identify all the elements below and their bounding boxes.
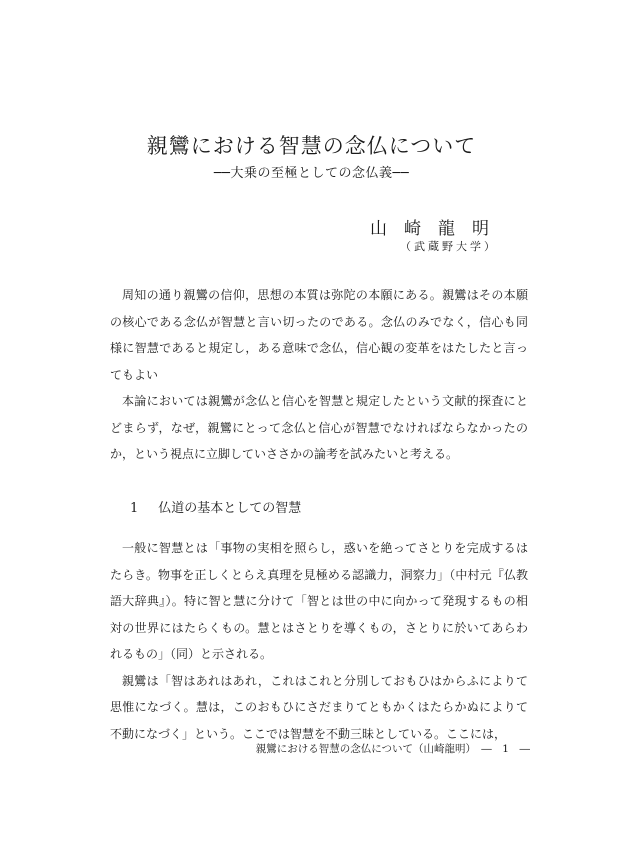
- paper-title: 親鸞における智慧の念仏について: [146, 134, 477, 158]
- section-body: [110, 535, 528, 747]
- abstract-paragraph: 周知の通り親鸞の信仰，思想の本質は弥陀の本願にある。親鸞はその本願の核心である念仏が智慧と言い切ったのである。念仏のみでなく，信心も同様に智慧であると規定し，ある意味で念仏，信心観の変革をはたしたと言ってもよい: [110, 288, 528, 382]
- abstract: [110, 282, 528, 468]
- body-paragraph: 一般に智慧とは「事物の実相を照らし，惑いを絶ってさとりを完成するはたらき。物事を正しくとらえ真理を見極める認識力，洞察力」（中村元『仏教語大辞典』）。特に智と慧に分けて「智とは世の中に向かって発現するもの相対の世界にはたらくもの。慧とはさとりを導くもの，さとりに於いてあらわれるもの」（同）と示される。: [110, 541, 528, 661]
- running-footer: 親鸞における智慧の念仏について（山崎龍明） ― 1 ―: [255, 743, 530, 755]
- author-affiliation: （武蔵野大学）: [400, 240, 498, 253]
- section-title: 仏道の基本としての智慧: [158, 501, 302, 516]
- section-number: 1: [130, 501, 139, 516]
- body-paragraph: 親鸞は「智はあれはあれ，これはこれと分別しておもひはからふによりて思惟になづく。慧は，このおもひにさだまりてともかくはたらかぬによりて不動になづく」という。ここでは智慧を不動三昧としている。ここには，: [110, 673, 528, 741]
- abstract-paragraph: 本論においては親鸞が念仏と信心を智慧と規定したという文献的探査にとどまらず，なぜ，親鸞にとって念仏と信心が智慧でなければならなかったのか，という視点に立脚していささかの論考を試みたいと考える。: [110, 394, 528, 461]
- paper-subtitle: ──大乗の至極としての念仏義──: [213, 166, 410, 181]
- section-heading: [130, 497, 301, 516]
- author-name: 山崎龍明: [370, 219, 506, 239]
